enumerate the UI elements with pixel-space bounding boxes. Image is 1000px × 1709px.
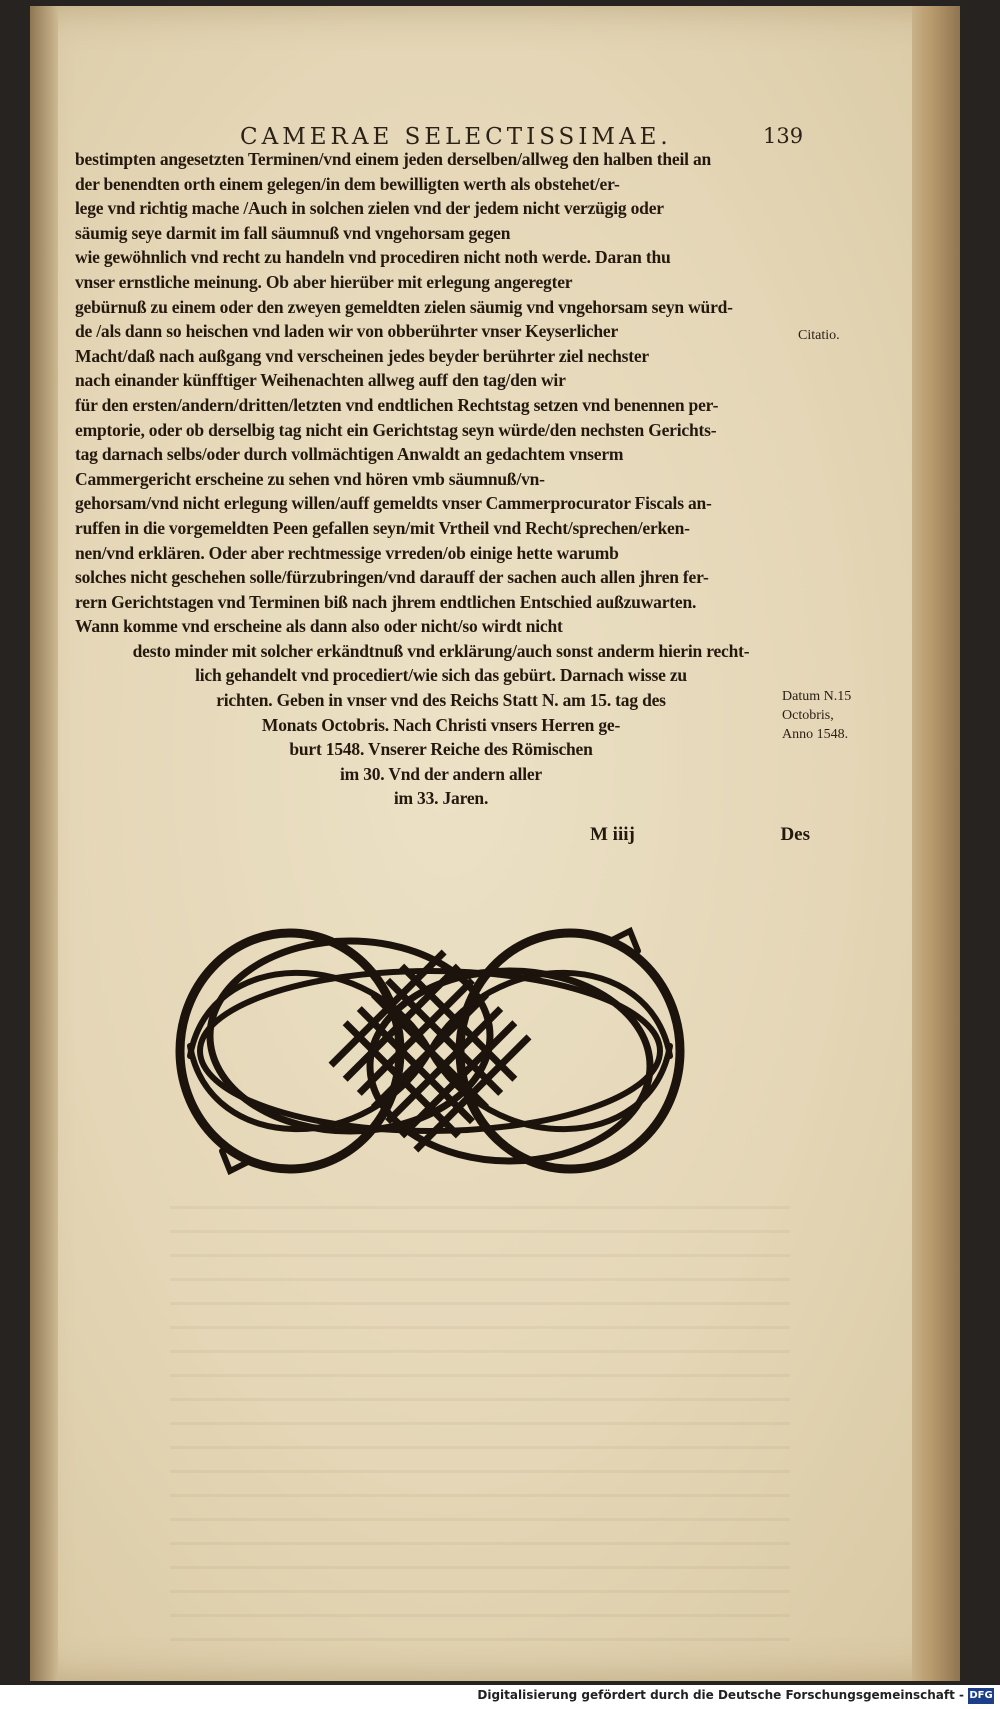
text-line: ruffen in die vorgemeldten Peen gefallen seyn/mit Vrtheil vnd Recht/sprechen/erken- bbox=[75, 517, 690, 538]
text-line: Cammergericht erscheine zu sehen vnd hören vmb säumnuß/vn- bbox=[75, 468, 545, 489]
page-edge bbox=[912, 6, 960, 1681]
text-line: vnser ernstliche meinung. Ob aber hierüber mit erlegung angeregter bbox=[75, 271, 573, 292]
text-line: gehorsam/vnd nicht erlegung willen/auff gemeldts vnser Cammerprocurator Fiscals an- bbox=[75, 493, 712, 514]
marginal-note-citatio: Citatio. bbox=[798, 328, 840, 343]
text-line: im 30. Vnd der andern aller bbox=[339, 763, 543, 784]
text-line: nen/vnd erklären. Oder aber rechtmessige vrreden/ob einige hette warumb bbox=[75, 542, 619, 563]
text-line: im 33. Jaren. bbox=[393, 788, 489, 809]
text-line: lich gehandelt vnd procediert/wie sich das gebürt. Darnach wisse zu bbox=[195, 665, 687, 686]
knot-ornament bbox=[170, 906, 690, 1196]
signature-mark: M iiij bbox=[590, 824, 635, 845]
text-line: solches nicht geschehen solle/fürzubringen/vnd darauff der sachen auch allen jhren fer- bbox=[75, 567, 709, 588]
text-line: tag darnach selbs/oder durch vollmächtigen Anwaldt an gedachtem vnserm bbox=[75, 444, 624, 465]
text-line: gebürnuß zu einem oder den zweyen gemeldten zielen säumig vnd vngehorsam seyn würd- bbox=[75, 296, 733, 317]
text-line: Wann komme vnd erscheine als dann also oder nicht/so wirdt nicht bbox=[75, 616, 563, 637]
page-number: 139 bbox=[763, 124, 804, 148]
text-line: burt 1548. Vnserer Reiche des Römischen bbox=[289, 739, 593, 760]
book-page bbox=[30, 6, 960, 1681]
footer-credit: Digitalisierung gefördert durch die Deutsche Forschungsgemeinschaft - bbox=[477, 1688, 964, 1702]
text-line: für den ersten/andern/dritten/letzten vnd endtlichen Rechtstag setzen vnd benennen per- bbox=[75, 394, 719, 415]
text-line: desto minder mit solcher erkändtnuß vnd erklärung/auch sonst anderm hierin recht- bbox=[132, 640, 750, 661]
text-line: nach einander künfftiger Weihenachten allweg auff den tag/den wir bbox=[75, 370, 566, 391]
text-line: emptorie, oder ob derselbig tag nicht ein Gerichtstag seyn würde/den nechsten Gerichts- bbox=[75, 419, 717, 440]
text-line: lege vnd richtig mache /Auch in solchen zielen vnd der jedem nicht verzügig oder bbox=[75, 198, 664, 219]
marginal-datum-line-2: Octobris, bbox=[782, 708, 834, 723]
footer-bar bbox=[0, 1685, 1000, 1709]
show-through bbox=[170, 1206, 790, 1656]
marginal-datum-line-1: Datum N.15 bbox=[782, 689, 852, 704]
catchword: Des bbox=[780, 824, 810, 845]
page-gutter bbox=[30, 6, 58, 1681]
text-line: Macht/daß nach außgang vnd verscheinen jedes beyder berührter ziel nechster bbox=[75, 345, 649, 366]
text-line: Monats Octobris. Nach Christi vnsers Herren ge- bbox=[261, 714, 621, 735]
text-line: de /als dann so heischen vnd laden wir von obberührter vnser Keyserlicher bbox=[75, 321, 619, 342]
running-head: CAMERAE SELECTISSIMAE. bbox=[240, 124, 672, 150]
marginal-datum-line-3: Anno 1548. bbox=[782, 727, 849, 742]
text-line: bestimpten angesetzten Terminen/vnd einem jeden derselben/allweg den halben theil an bbox=[75, 149, 712, 169]
text-line: rern Gerichtstagen vnd Terminen biß nach jhrem endtlichen Entschied außzuwarten. bbox=[75, 591, 697, 612]
dfg-logo: DFG bbox=[968, 1688, 994, 1704]
text-line: richten. Geben in vnser vnd des Reichs Statt N. am 15. tag des bbox=[216, 690, 666, 711]
text-line: der benendten orth einem gelegen/in dem bewilligten werth als obstehet/er- bbox=[75, 173, 620, 194]
text-line: säumig seye darmit im fall säumnuß vnd vngehorsam gegen bbox=[75, 222, 511, 243]
body-text bbox=[75, 147, 807, 811]
marginal-note-datum bbox=[782, 687, 851, 744]
text-line: wie gewöhnlich vnd recht zu handeln vnd procediren nicht noth werde. Daran thu bbox=[75, 247, 671, 268]
